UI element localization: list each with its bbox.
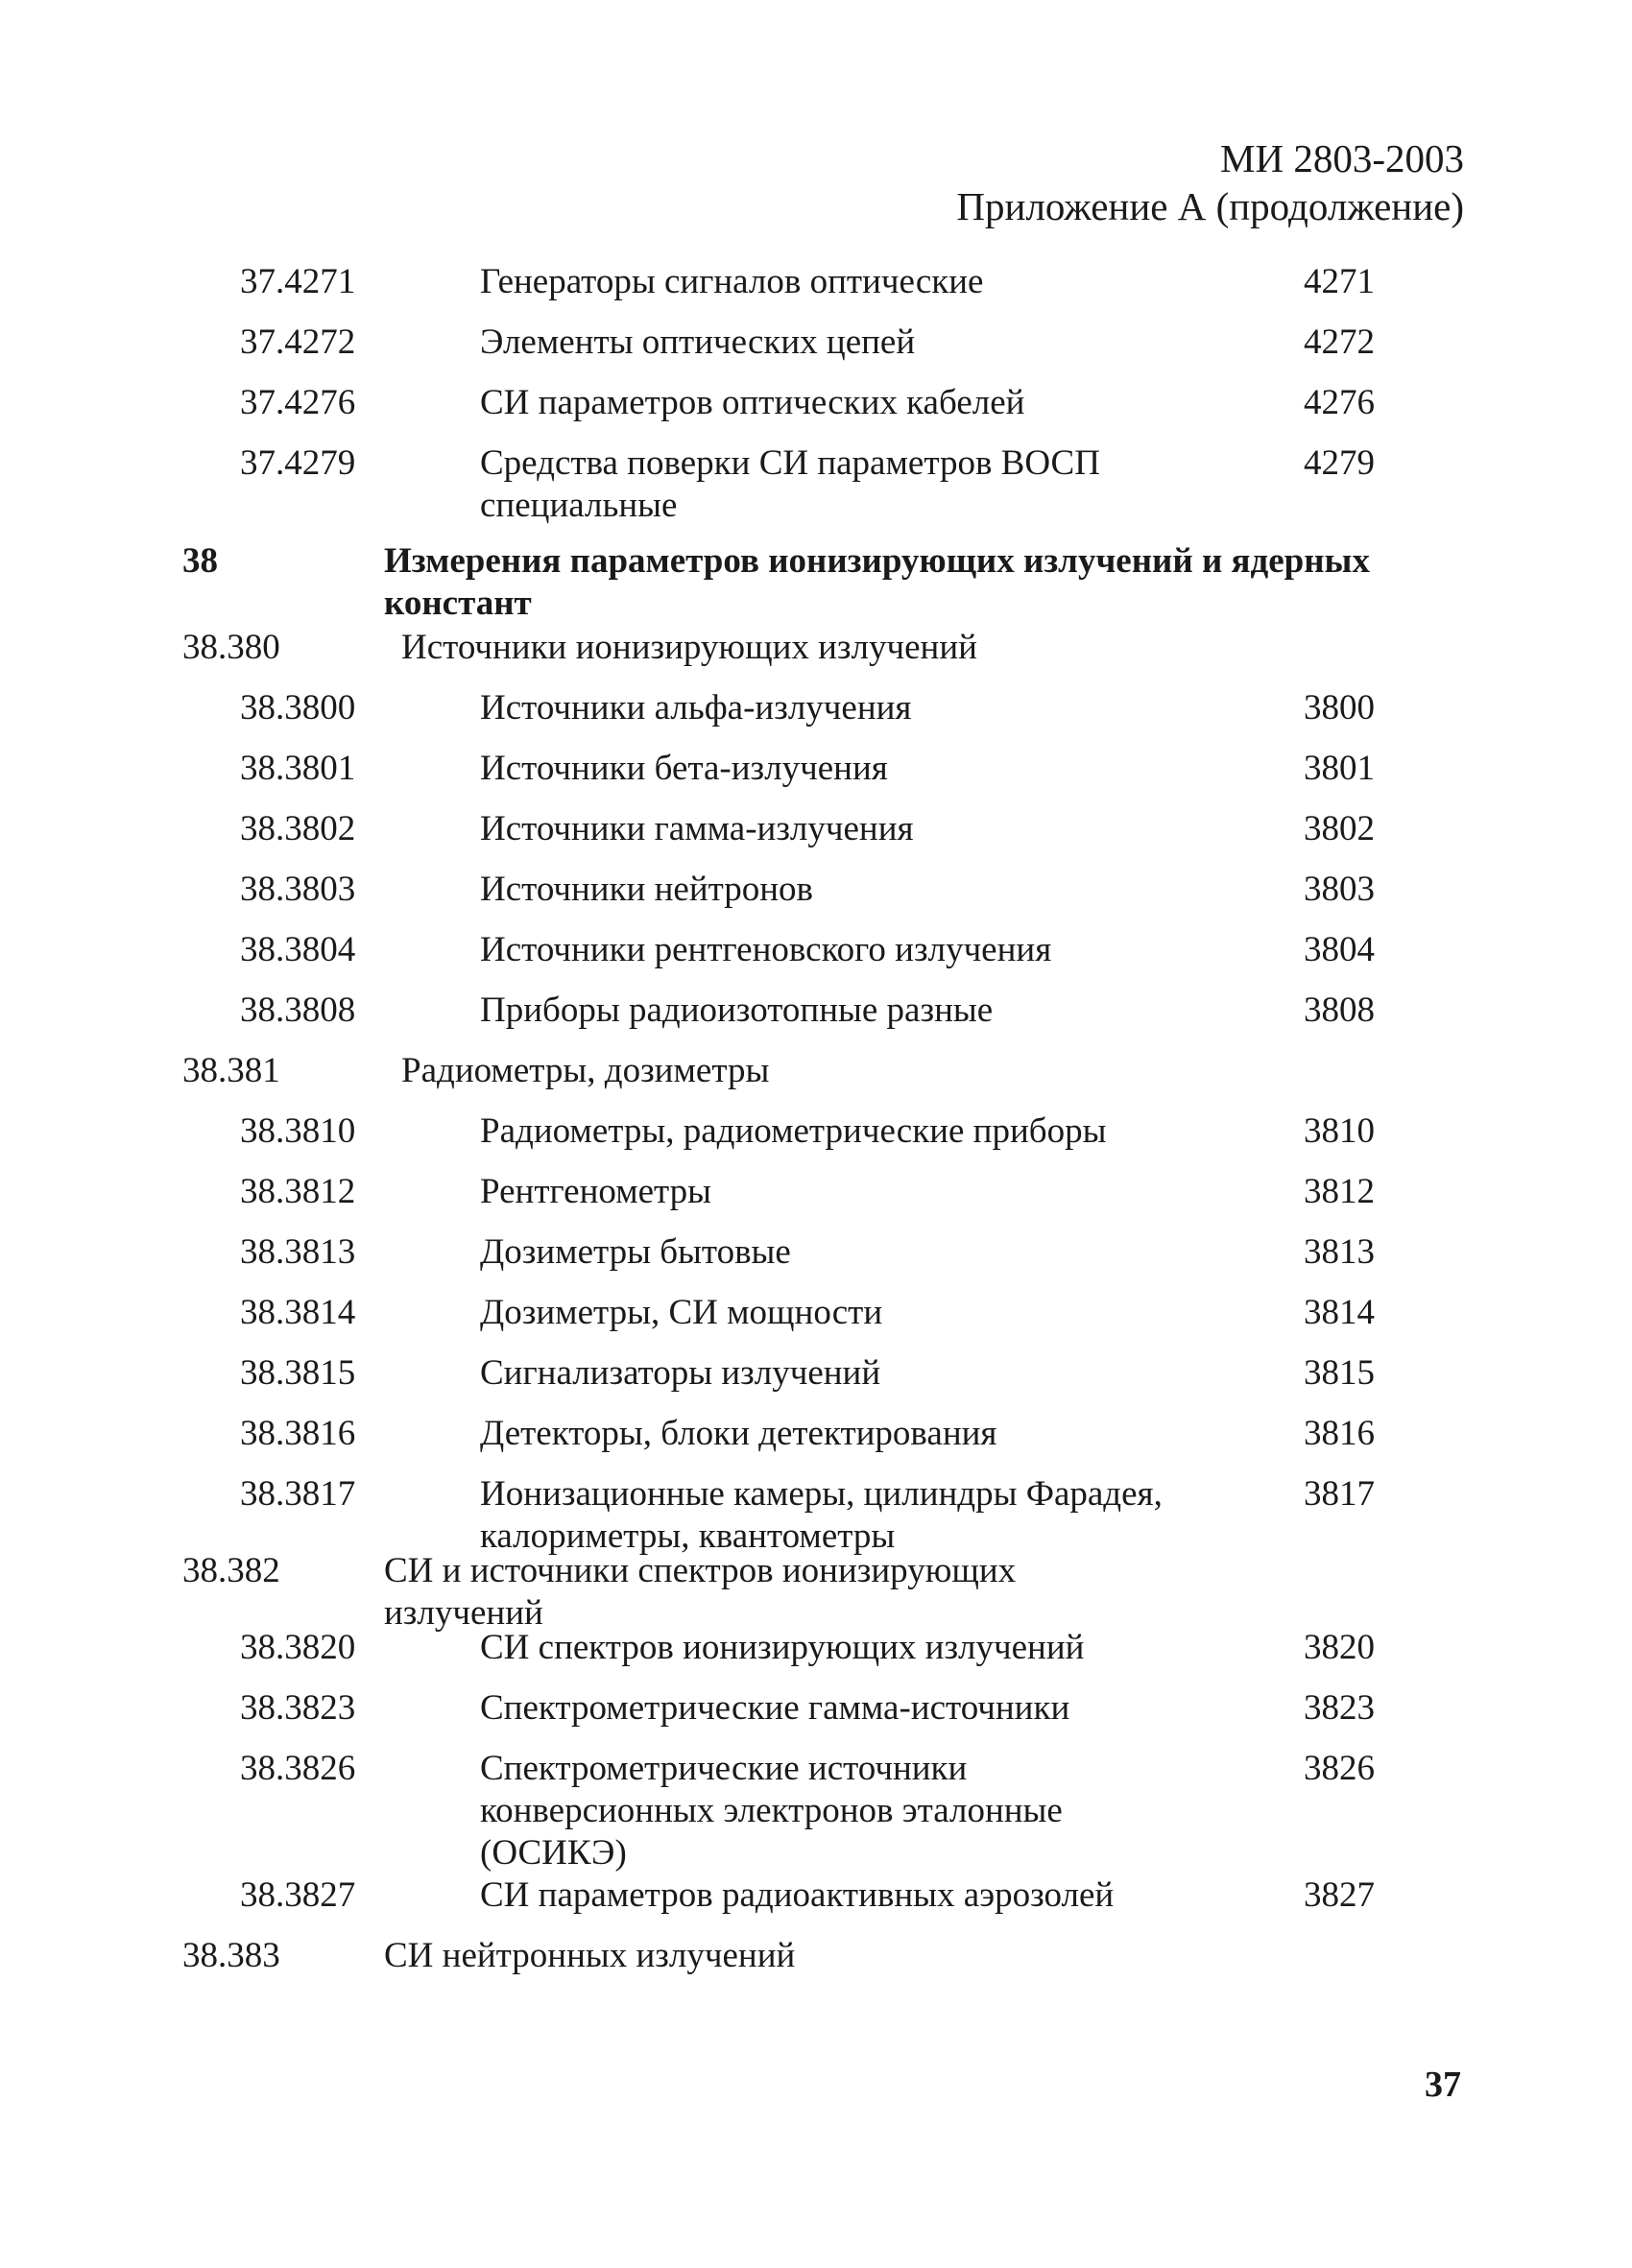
row-name: Спектрометрические гамма-источники <box>480 1688 1070 1728</box>
document-id: МИ 2803-2003 <box>1220 136 1464 180</box>
row-code: 38.3804 <box>240 930 356 969</box>
row-name: Источники рентгеновского излучения <box>480 930 1052 969</box>
table-row <box>0 1352 1632 1413</box>
row-code: 38.3827 <box>240 1875 356 1915</box>
row-name: Спектрометрические источники конверсионных электронов эталонные (ОСИКЭ) <box>480 1749 1063 1873</box>
group-title: Радиометры, дозиметры <box>401 1051 770 1090</box>
row-number: 3814 <box>1304 1293 1375 1332</box>
row-name: Источники альфа-излучения <box>480 688 912 728</box>
row-code: 38.3815 <box>240 1353 356 1393</box>
table-row <box>0 1171 1632 1231</box>
table-row <box>0 1874 1632 1935</box>
group-code: 38.380 <box>182 628 280 667</box>
table-row <box>0 808 1632 869</box>
row-number: 3810 <box>1304 1111 1375 1151</box>
row-code: 38.3812 <box>240 1172 356 1211</box>
group-code: 38.383 <box>182 1936 280 1975</box>
table-row <box>0 1627 1632 1687</box>
row-number: 4276 <box>1304 383 1375 422</box>
row-code: 37.4272 <box>240 322 356 362</box>
row-name: Источники бета-излучения <box>480 749 888 788</box>
row-number: 3803 <box>1304 870 1375 909</box>
table-row <box>0 748 1632 808</box>
group-title: Источники ионизирующих излучений <box>401 628 977 667</box>
row-code: 38.3802 <box>240 809 356 848</box>
row-name: Сигнализаторы излучений <box>480 1353 881 1393</box>
group-code: 38.382 <box>182 1551 280 1590</box>
row-code: 38.3814 <box>240 1293 356 1332</box>
table-row <box>0 1473 1632 1556</box>
row-code: 38.3817 <box>240 1474 356 1514</box>
group-row <box>0 1550 1632 1633</box>
row-code: 38.3813 <box>240 1232 356 1272</box>
group-row <box>0 1935 1632 1995</box>
row-code: 38.3801 <box>240 749 356 788</box>
row-name: Средства поверки СИ параметров ВОСП специальные <box>480 443 1100 525</box>
row-number: 3801 <box>1304 749 1375 788</box>
row-number: 3816 <box>1304 1414 1375 1453</box>
table-row <box>0 1231 1632 1292</box>
table-row <box>0 1687 1632 1748</box>
appendix-label: Приложение А (продолжение) <box>956 184 1464 228</box>
row-code: 38.3808 <box>240 991 356 1030</box>
row-number: 4271 <box>1304 262 1375 301</box>
row-code: 38.3800 <box>240 688 356 728</box>
row-number: 3804 <box>1304 930 1375 969</box>
page-number: 37 <box>1425 2065 1461 2105</box>
row-name: СИ параметров оптических кабелей <box>480 383 1025 422</box>
row-name: Ионизационные камеры, цилиндры Фарадея, калориметры, квантометры <box>480 1474 1163 1556</box>
row-number: 3813 <box>1304 1232 1375 1272</box>
table-row <box>0 1292 1632 1352</box>
row-number: 3808 <box>1304 991 1375 1030</box>
row-number: 3820 <box>1304 1628 1375 1667</box>
group-code: 38.381 <box>182 1051 280 1090</box>
row-name: Приборы радиоизотопные разные <box>480 991 994 1030</box>
row-code: 38.3820 <box>240 1628 356 1667</box>
row-number: 3812 <box>1304 1172 1375 1211</box>
table-row <box>0 442 1632 527</box>
row-name: Дозиметры, СИ мощности <box>480 1293 883 1332</box>
row-code: 37.4279 <box>240 443 356 483</box>
table-row <box>0 1413 1632 1473</box>
table-row <box>0 990 1632 1050</box>
row-name: Элементы оптических цепей <box>480 322 916 362</box>
group-row <box>0 627 1632 687</box>
page-header <box>956 134 1464 230</box>
table-row <box>0 261 1632 322</box>
table-row <box>0 687 1632 748</box>
row-code: 38.3823 <box>240 1688 356 1728</box>
table-row <box>0 1110 1632 1171</box>
row-name: Генераторы сигналов оптические <box>480 262 984 301</box>
section-row <box>0 540 1632 627</box>
row-code: 38.3826 <box>240 1749 356 1788</box>
row-name: Рентгенометры <box>480 1172 712 1211</box>
row-number: 4272 <box>1304 322 1375 362</box>
row-number: 4279 <box>1304 443 1375 483</box>
group-title: СИ нейтронных излучений <box>384 1936 796 1975</box>
row-number: 3826 <box>1304 1749 1375 1788</box>
table-row <box>0 322 1632 382</box>
row-code: 37.4276 <box>240 383 356 422</box>
table-row <box>0 929 1632 990</box>
section-title: Измерения параметров ионизирующих излучений и ядерных констант <box>384 541 1370 623</box>
table-row <box>0 869 1632 929</box>
row-name: Дозиметры бытовые <box>480 1232 791 1272</box>
row-number: 3815 <box>1304 1353 1375 1393</box>
row-name: СИ параметров радиоактивных аэрозолей <box>480 1875 1115 1915</box>
row-name: СИ спектров ионизирующих излучений <box>480 1628 1085 1667</box>
row-name: Детекторы, блоки детектирования <box>480 1414 997 1453</box>
row-number: 3800 <box>1304 688 1375 728</box>
row-number: 3817 <box>1304 1474 1375 1514</box>
row-number: 3827 <box>1304 1875 1375 1915</box>
row-code: 38.3810 <box>240 1111 356 1151</box>
row-number: 3823 <box>1304 1688 1375 1728</box>
row-name: Источники гамма-излучения <box>480 809 914 848</box>
table-row <box>0 382 1632 442</box>
group-row <box>0 1050 1632 1110</box>
row-name: Радиометры, радиометрические приборы <box>480 1111 1107 1151</box>
classification-table <box>0 261 1632 1995</box>
row-code: 37.4271 <box>240 262 356 301</box>
row-name: Источники нейтронов <box>480 870 814 909</box>
row-number: 3802 <box>1304 809 1375 848</box>
table-row <box>0 1748 1632 1874</box>
group-title: СИ и источники спектров ионизирующих излучений <box>384 1551 1017 1633</box>
section-code: 38 <box>182 541 218 581</box>
row-code: 38.3803 <box>240 870 356 909</box>
row-code: 38.3816 <box>240 1414 356 1453</box>
